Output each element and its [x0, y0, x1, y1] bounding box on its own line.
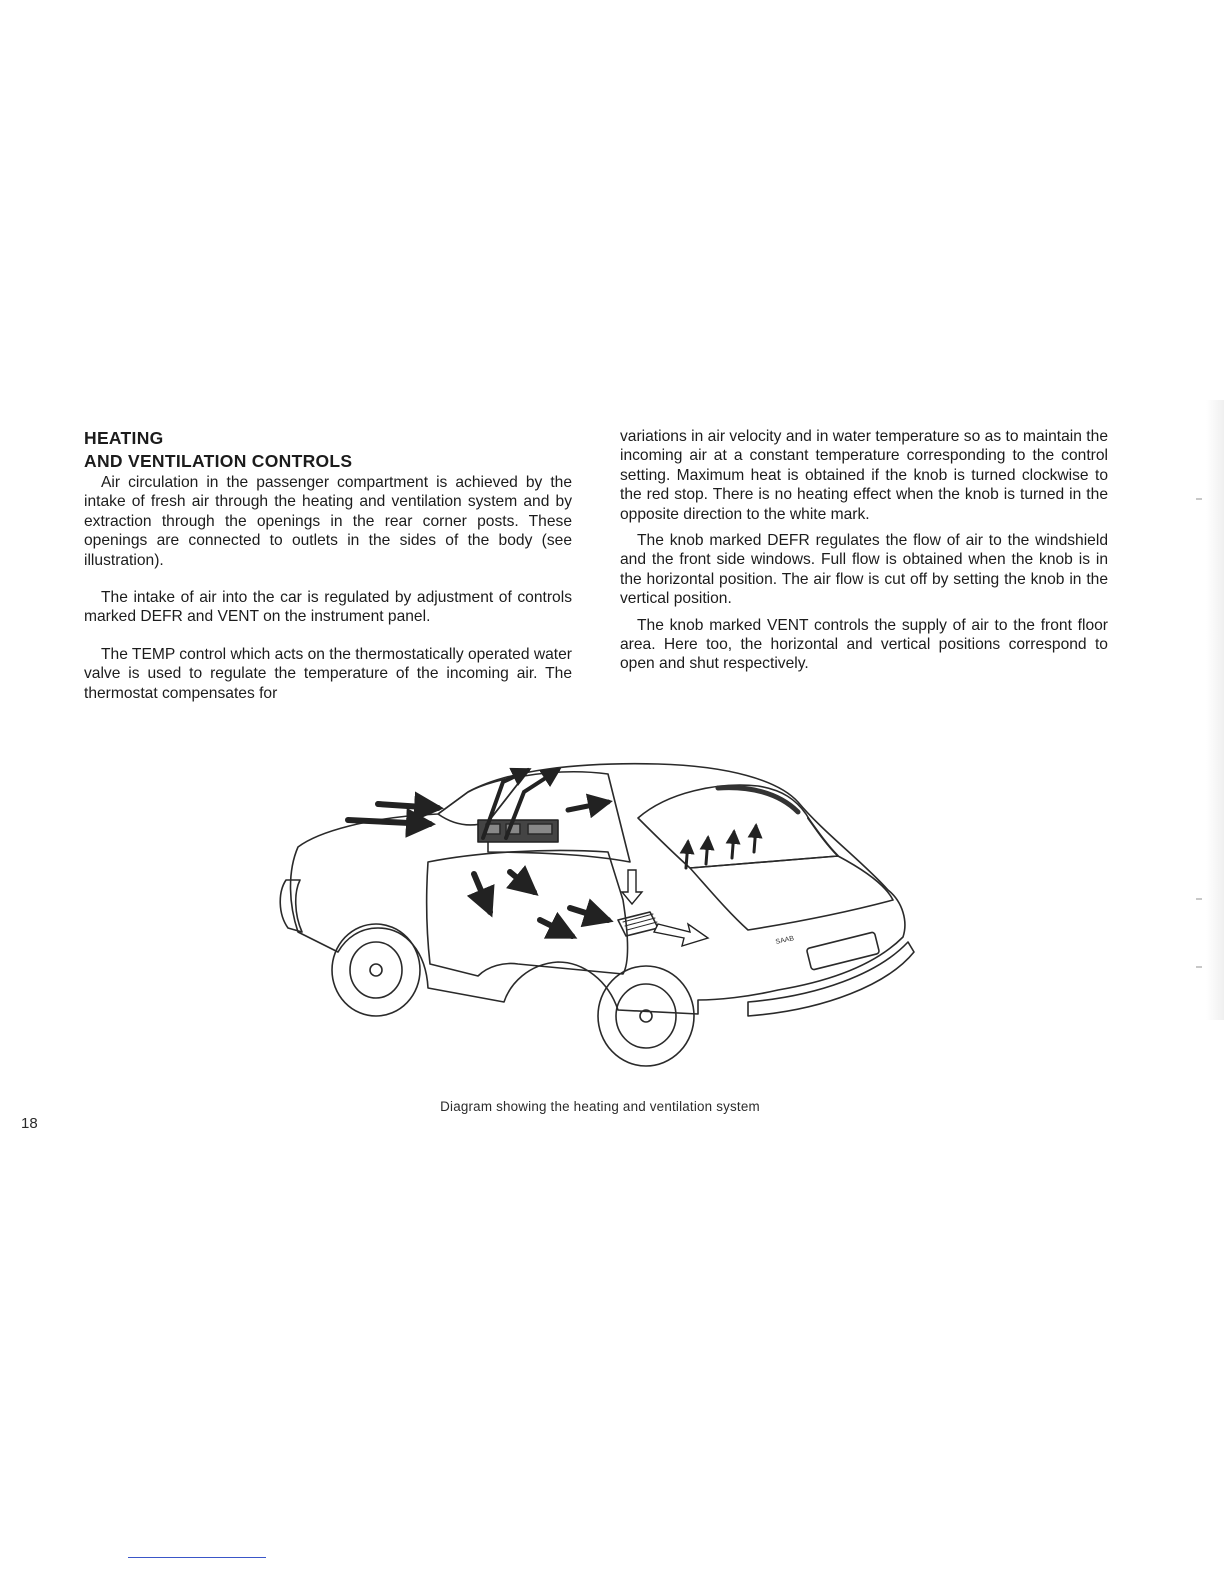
paragraph-defr-knob: The knob marked DEFR regulates the flow of air to the windshield and the front side windows. Full flow is obtained when the knob is in the horizontal position. The air flow is cut off by setting the knob in the vertical position. [620, 532, 1108, 608]
trunk-lid [690, 856, 893, 930]
paragraph-air-intake: The intake of air into the car is regulated by adjustment of controls marked DEFR and VENT on the instrument panel. [84, 589, 572, 626]
heading-line-1: HEATING [84, 428, 164, 448]
heading-line-2: AND VENTILATION CONTROLS [84, 451, 353, 471]
paragraph-thermostat-continued: variations in air velocity and in water temperature so as to maintain the incoming air at a constant temperature corresponding to the control setting. Maximum heat is obtained if the knob is turned clockwise to the red stop. There is no heating effect when the knob is turned in the opposite direction to the white mark. [620, 428, 1108, 523]
scan-edge-shading [1206, 400, 1224, 1020]
edge-mark [1196, 898, 1202, 900]
figure-caption: Diagram showing the heating and ventilation system [440, 1099, 760, 1114]
license-plate [806, 932, 879, 970]
side-window-outline [488, 772, 630, 862]
page-number: 18 [21, 1115, 38, 1132]
airflow-arrow-cabin-2 [570, 908, 608, 920]
edge-mark [1196, 966, 1202, 968]
car-body-outline [291, 764, 905, 1014]
paragraph-air-circulation: Air circulation in the passenger compartment is achieved by the intake of fresh air through the heating and ventilation system and by extraction through the openings in the rear corner posts. These openings are connected to outlets in the sides of the body (see illustration). [84, 474, 572, 569]
airflow-arrow-exhaust-down [622, 870, 642, 904]
airflow-arrow-cabin-top [568, 802, 608, 810]
airflow-arrow-intake-2 [378, 804, 438, 808]
rear-bumper [748, 942, 914, 1016]
side-vent-grille [618, 912, 658, 936]
airflow-arrow-rear-up-2 [706, 838, 708, 864]
airflow-arrow-rear-up-4 [754, 826, 756, 852]
left-column [84, 427, 572, 703]
door-outline [427, 850, 628, 976]
airflow-arrow-floor-2 [510, 872, 534, 892]
airflow-arrow-rear-up-1 [686, 842, 688, 868]
airflow-arrow-intake-1 [348, 820, 430, 824]
windshield-outline [438, 776, 524, 825]
airflow-arrow-rear-up-3 [732, 832, 734, 858]
paragraph-vent-knob: The knob marked VENT controls the supply of air to the front floor area. Here too, the horizontal and vertical positions correspond to open and shut respectively. [620, 616, 1108, 673]
right-column [620, 427, 1108, 674]
footer-rule [128, 1557, 266, 1558]
front-wheel [332, 924, 420, 1016]
car-ventilation-illustration [278, 752, 928, 1072]
rear-window-outline [638, 785, 838, 868]
section-heading [84, 427, 572, 473]
edge-mark [1196, 498, 1202, 500]
car-badge: SAAB [774, 935, 795, 946]
rear-wheel [598, 966, 694, 1066]
airflow-arrow-exhaust-out [654, 924, 708, 946]
paragraph-temp-control: The TEMP control which acts on the thermostatically operated water valve is used to regulate the temperature of the incoming air. The thermostat compensates for [84, 645, 572, 702]
airflow-arrow-floor-1 [474, 874, 490, 912]
airflow-arrow-cabin-1 [540, 920, 572, 936]
